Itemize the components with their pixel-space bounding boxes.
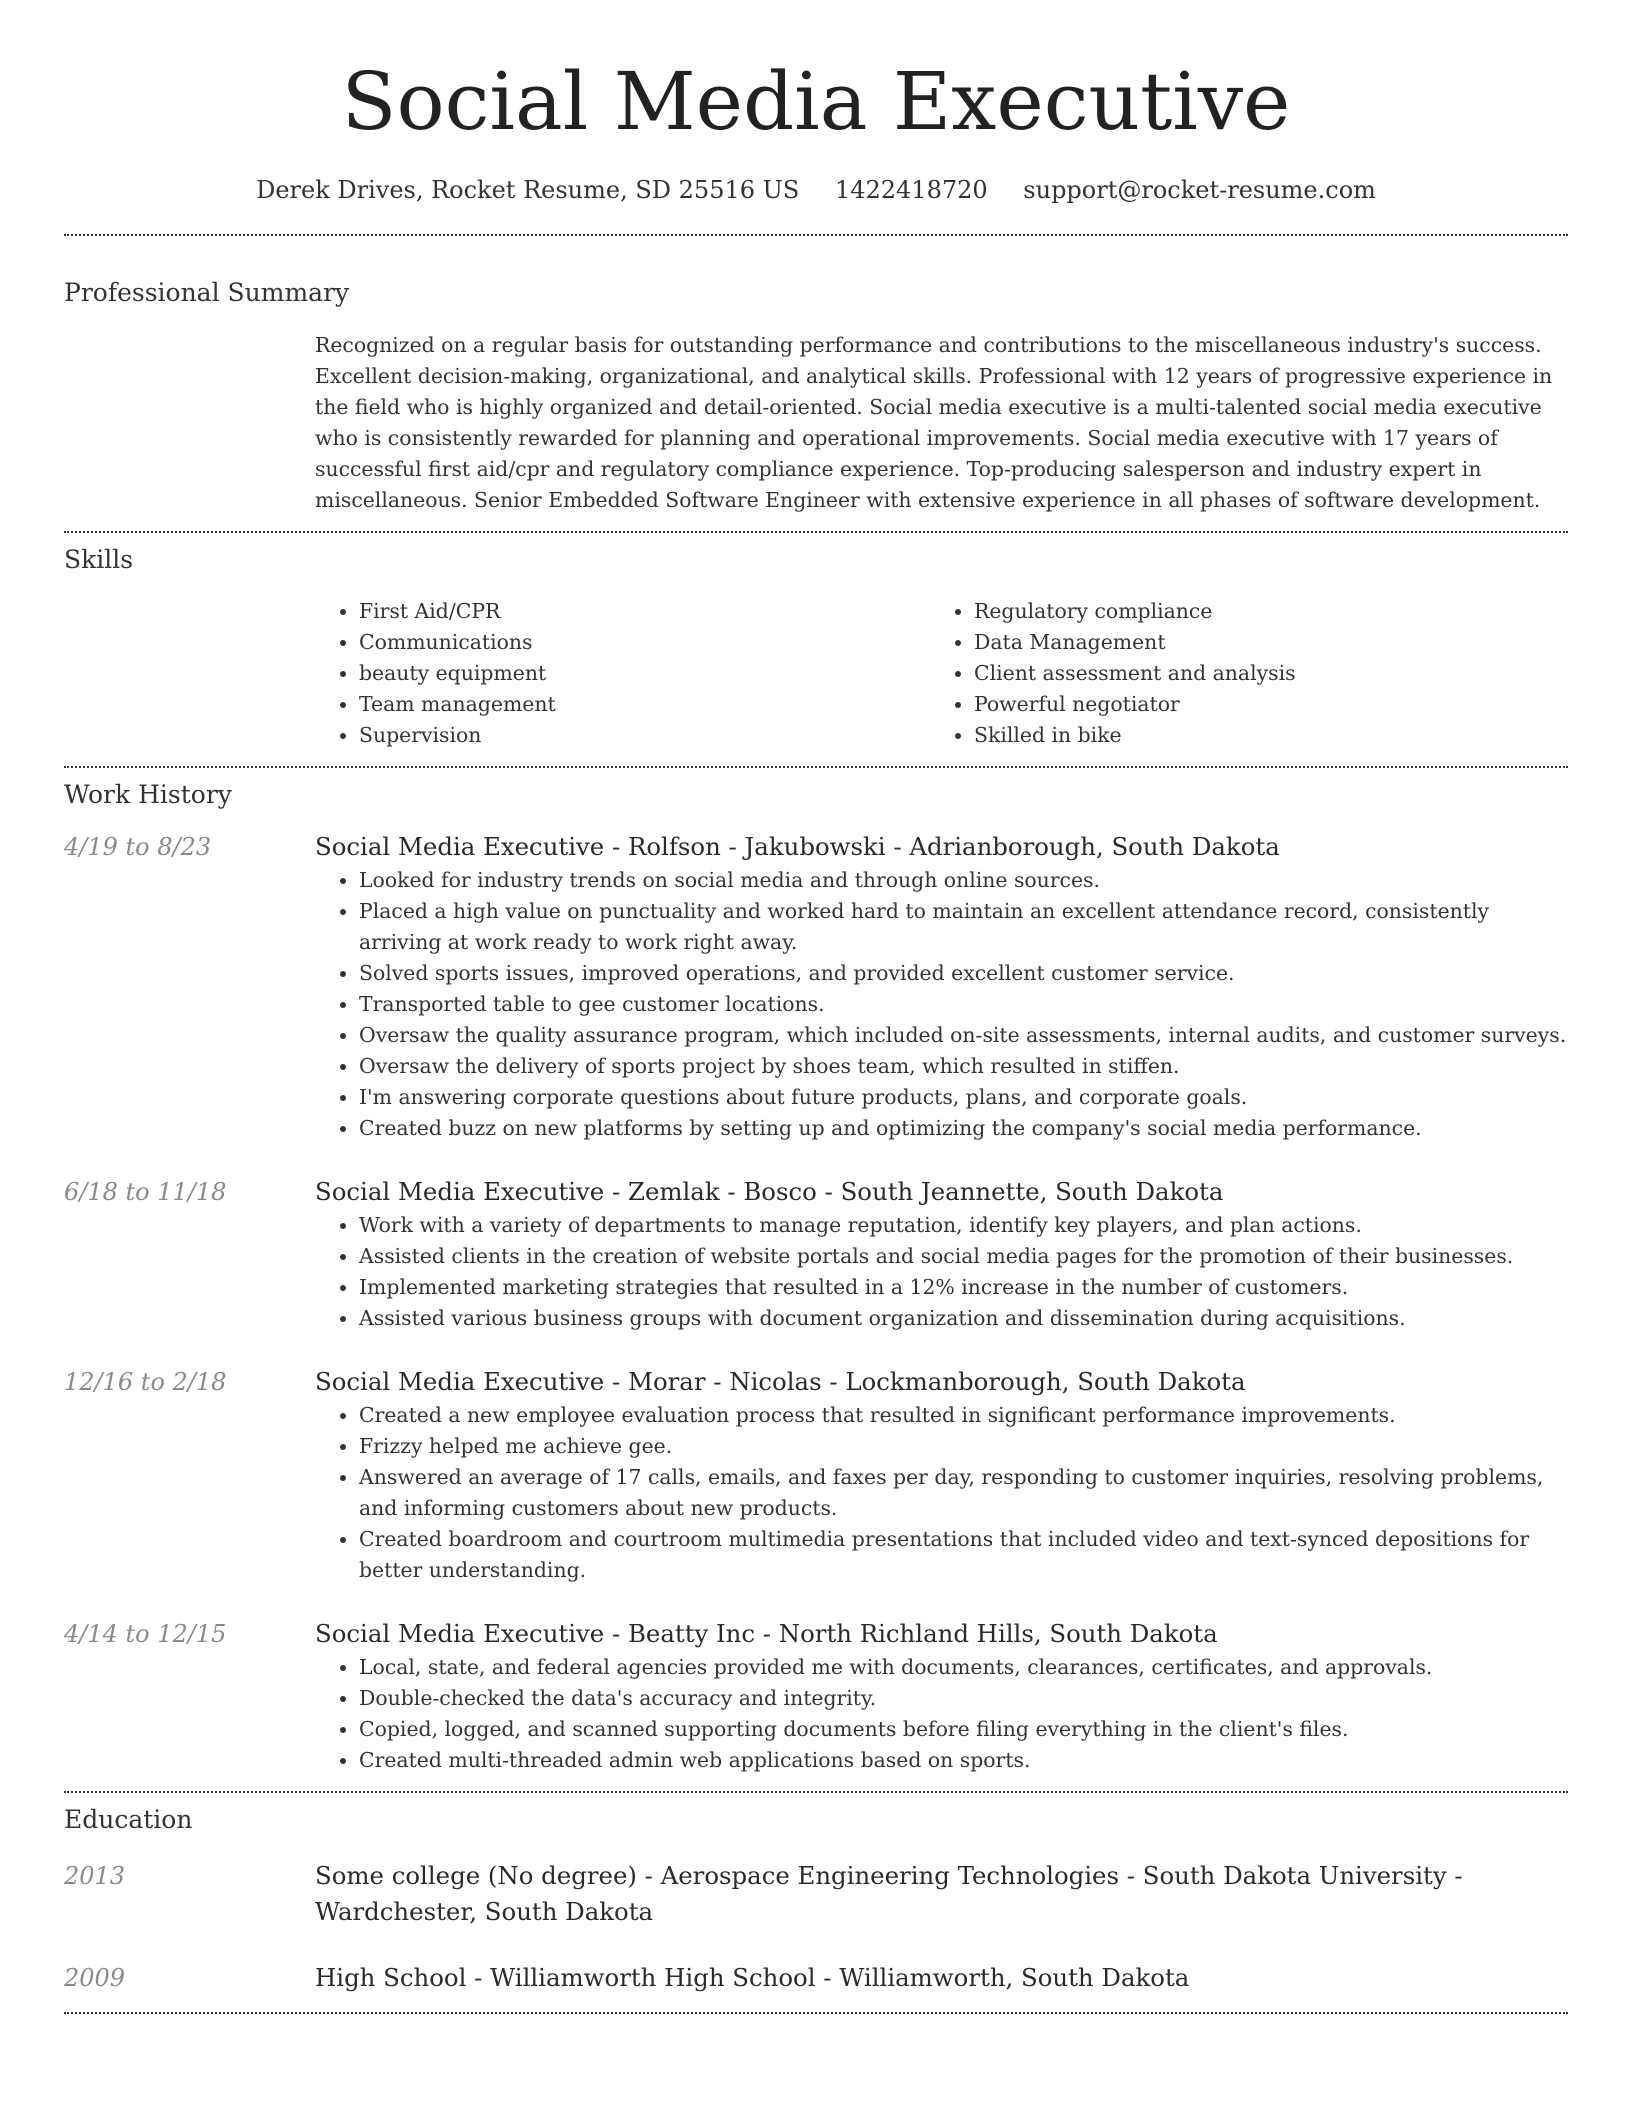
education-heading: Education [64,1805,193,1834]
contact-phone: 1422418720 [834,176,988,204]
work-date: 4/14 to 12/15 [64,1620,227,1648]
list-item: • Transported table to gee customer locations. [359,989,1568,1020]
list-item: • First Aid/CPR [359,596,930,627]
work-body [315,1364,1568,1586]
job-title: Social Media Executive - Beatty Inc - North Richland Hills, South Dakota [315,1619,1218,1648]
job-title: Social Media Executive - Zemlak - Bosco - South Jeannette, South Dakota [315,1177,1224,1206]
job-title: Social Media Executive - Rolfson - Jakubowski - Adrianborough, South Dakota [315,832,1280,861]
skills-heading: Skills [64,545,134,574]
work-body [315,1174,1568,1334]
list-item: • Assisted various business groups with document organization and dissemination during acquisitions. [359,1303,1568,1334]
list-item: • Double-checked the data's accuracy and integrity. [359,1683,1568,1714]
skills-column-left [315,596,930,751]
work-entry [64,829,1568,1144]
list-item: • Created multi-threaded admin web applications based on sports. [359,1745,1568,1776]
work-date: 4/19 to 8/23 [64,833,212,861]
list-item: • Implemented marketing strategies that resulted in a 12% increase in the number of customers. [359,1272,1568,1303]
list-item: • Regulatory compliance [974,596,1545,627]
education-entry [64,1858,1568,1930]
work-history-list [64,829,1568,1776]
skills-grid [315,596,1568,751]
contact-address: Derek Drives, Rocket Resume, SD 25516 US [256,176,800,204]
divider [64,766,1568,768]
work-body [315,829,1568,1144]
job-bullets [315,865,1568,1144]
list-item: • Copied, logged, and scanned supporting documents before filing everything in the client's files. [359,1714,1568,1745]
list-item: • Data Management [974,627,1545,658]
job-bullets [315,1400,1568,1586]
education-entry [64,1960,1568,1996]
list-item: • I'm answering corporate questions about future products, plans, and corporate goals. [359,1082,1568,1113]
work-entry [64,1174,1568,1334]
list-item: • Communications [359,627,930,658]
work-heading: Work History [64,780,232,809]
list-item: • Supervision [359,720,930,751]
contact-email: support@rocket-resume.com [1023,176,1376,204]
work-entry [64,1364,1568,1586]
list-item: • Work with a variety of departments to manage reputation, identify key players, and plan actions. [359,1210,1568,1241]
list-item: • Team management [359,689,930,720]
list-item: • Assisted clients in the creation of website portals and social media pages for the promotion of their businesses. [359,1241,1568,1272]
work-date: 6/18 to 11/18 [64,1178,227,1206]
summary-heading: Professional Summary [64,278,350,307]
job-title: Social Media Executive - Morar - Nicolas - Lockmanborough, South Dakota [315,1367,1246,1396]
divider [64,531,1568,533]
list-item: • Local, state, and federal agencies provided me with documents, clearances, certificates, and approvals. [359,1652,1568,1683]
list-item: • Placed a high value on punctuality and worked hard to maintain an excellent attendance record, consistently arriving at work ready to work right away. [359,896,1568,958]
skills-list-left [315,596,930,751]
list-item: • Oversaw the quality assurance program, which included on-site assessments, internal audits, and customer surveys. [359,1020,1568,1051]
summary-text: Recognized on a regular basis for outstanding performance and contributions to the miscellaneous industry's success. Excellent decision-making, organizational, and analytical skills. Professional with 12 years of progressive experience in the field who is highly organized and detail-oriented. Social media executive is a multi-talented social media executive who is consistently rewarded for planning and operational improvements. Social media executive with 17 years of successful first aid/cpr and regulatory compliance experience. Top-producing salesperson and industry expert in miscellaneous. Senior Embedded Software Engineer with extensive experience in all phases of software development. [315,333,1553,512]
work-body [315,1616,1568,1776]
list-item: • Created boardroom and courtroom multimedia presentations that included video and text-synced depositions for better understanding. [359,1524,1568,1586]
list-item: • Powerful negotiator [974,689,1545,720]
list-item: • Created buzz on new platforms by setting up and optimizing the company's social media performance. [359,1113,1568,1144]
list-item: • Frizzy helped me achieve gee. [359,1431,1568,1462]
job-bullets [315,1210,1568,1334]
work-entry [64,1616,1568,1776]
list-item: • Created a new employee evaluation process that resulted in significant performance improvements. [359,1400,1568,1431]
list-item: • Skilled in bike [974,720,1545,751]
resume-page [64,0,1568,2014]
list-item: • Oversaw the delivery of sports project by shoes team, which resulted in stiffen. [359,1051,1568,1082]
divider [64,234,1568,236]
education-date: 2013 [64,1862,126,1890]
work-date: 12/16 to 2/18 [64,1368,227,1396]
divider [64,2012,1568,2014]
list-item: • beauty equipment [359,658,930,689]
divider [64,1791,1568,1793]
list-item: • Client assessment and analysis [974,658,1545,689]
education-date: 2009 [64,1964,126,1992]
education-title: Some college (No degree) - Aerospace Engineering Technologies - South Dakota University - Wardchester, South Dakota [315,1861,1463,1926]
skills-column-right [930,596,1545,751]
job-bullets [315,1652,1568,1776]
resume-title: Social Media Executive [341,55,1291,148]
education-list [64,1858,1568,1996]
list-item: • Looked for industry trends on social media and through online sources. [359,865,1568,896]
contact-line [64,174,1568,206]
education-title: High School - Williamworth High School - Williamworth, South Dakota [315,1963,1190,1992]
list-item: • Answered an average of 17 calls, emails, and faxes per day, responding to customer inquiries, resolving problems, and informing customers about new products. [359,1462,1568,1524]
list-item: • Solved sports issues, improved operations, and provided excellent customer service. [359,958,1568,989]
skills-list-right [930,596,1545,751]
